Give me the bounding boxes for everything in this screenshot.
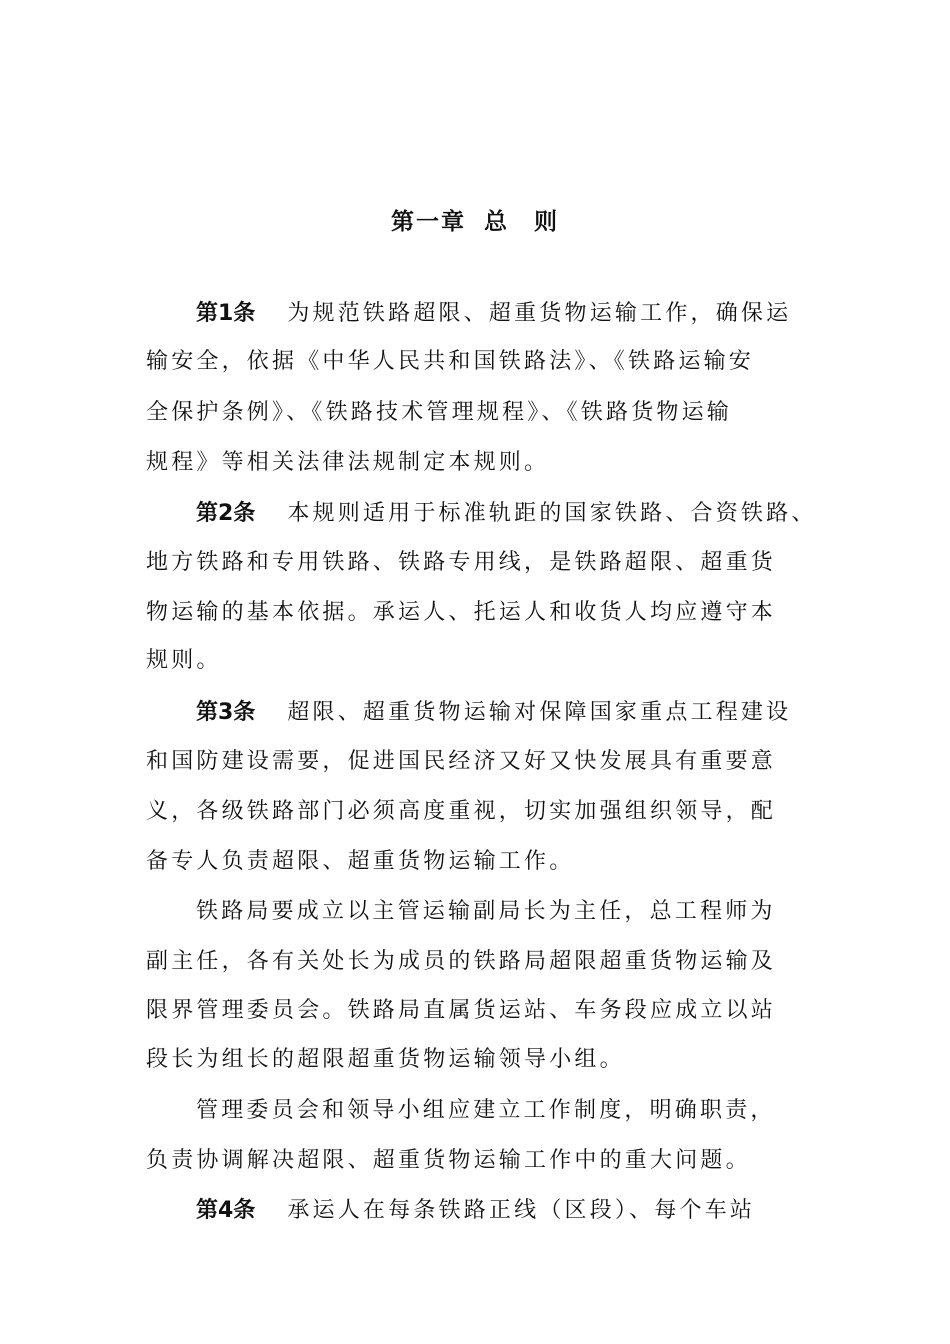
paragraph-committee-line-1: 铁路局要成立以主管运输副局长为主任，总工程师为 (196, 899, 776, 924)
article-1-line-2: 输安全，依据《中华人民共和国铁路法》、《铁路运输安 (146, 349, 755, 374)
article-3-line-3: 义，各级铁路部门必须高度重视，切实加强组织领导，配 (146, 799, 777, 824)
article-label: 第2条 (196, 501, 256, 526)
article-2-line-1 (196, 499, 817, 529)
paragraph-system-line-1: 管理委员会和领导小组应建立工作制度，明确职责， (196, 1098, 776, 1123)
paragraph-committee-line-3: 限界管理委员会。铁路局直属货运站、车务段应成立以站 (146, 998, 777, 1023)
chapter-title: 第一章 总 则 (390, 209, 559, 235)
article-2-line-4: 规则。 (146, 648, 222, 673)
paragraph-committee-line-2: 副主任，各有关处长为成员的铁路局超限超重货物运输及 (146, 949, 777, 974)
article-3-line-4: 备专人负责超限、超重货物运输工作。 (146, 849, 575, 874)
article-text: 为规范铁路超限、超重货物运输工作，确保运 (287, 301, 792, 326)
article-label: 第4条 (196, 1198, 256, 1223)
article-3-line-2: 和国防建设需要，促进国民经济又好又快发展具有重要意 (146, 749, 777, 774)
article-3-line-1 (196, 698, 791, 728)
article-label: 第1条 (196, 301, 256, 326)
paragraph-system-line-2: 负责协调解决超限、超重货物运输工作中的重大问题。 (146, 1148, 751, 1173)
article-2-line-2: 地方铁路和专用铁路、铁路专用线，是铁路超限、超重货 (146, 550, 777, 575)
paragraph-committee-line-4: 段长为组长的超限超重货物运输领导小组。 (146, 1047, 625, 1072)
article-1-line-4: 规程》等相关法律法规制定本规则。 (146, 450, 550, 475)
article-1-line-1 (196, 299, 791, 329)
article-text: 承运人在每条铁路正线（区段）、每个车站 (287, 1198, 756, 1223)
article-text: 本规则适用于标准轨距的国家铁路、合资铁路、 (287, 501, 817, 526)
article-4-line-1 (196, 1196, 755, 1226)
article-2-line-3: 物运输的基本依据。承运人、托运人和收货人均应遵守本 (146, 600, 777, 625)
article-1-line-3: 全保护条例》、《铁路技术管理规程》、《铁路货物运输 (146, 400, 733, 425)
article-text: 超限、超重货物运输对保障国家重点工程建设 (287, 700, 792, 725)
article-label: 第3条 (196, 700, 256, 725)
